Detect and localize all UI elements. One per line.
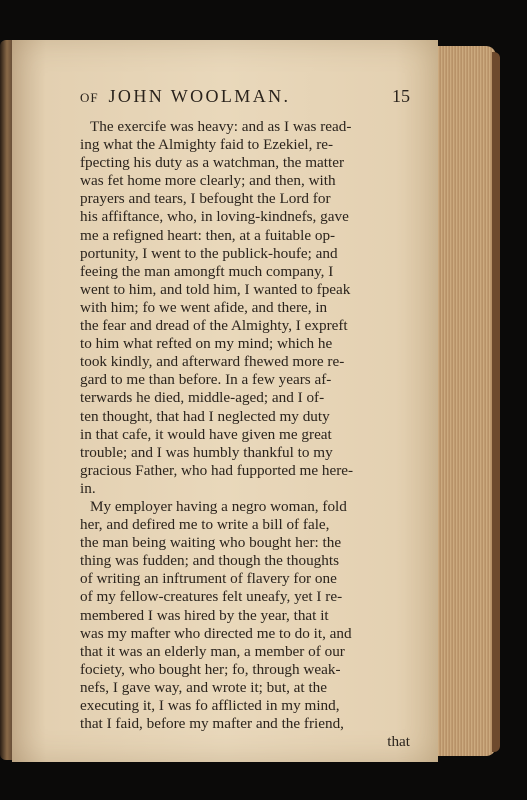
text-line: of writing an inftrument of flavery for one <box>80 570 337 588</box>
text-line: nefs, I gave way, and wrote it; but, at the <box>80 678 327 696</box>
text-line: of my fellow-creatures felt uneafy, yet I re- <box>80 588 343 606</box>
text-line: feeing the man amongft much company, I <box>80 262 334 280</box>
text-line: in. <box>80 479 96 497</box>
text-line: was fet home more clearly; and then, with <box>80 172 336 190</box>
text-line: gard to me than before. In a few years af- <box>80 371 332 389</box>
text-line: gracious Father, who had fupported me here- <box>80 461 354 479</box>
running-head-title: JOHN WOOLMAN. <box>108 86 291 106</box>
text-line: was my mafter who directed me to do it, and <box>80 624 352 642</box>
text-line: went to him, and told him, I wanted to fpeak <box>80 280 351 298</box>
text-line: to him what refted on my mind; which he <box>80 335 333 353</box>
text-line: fociety, who bought her; fo, through weak- <box>80 660 341 678</box>
text-line: her, and defired me to write a bill of fale, <box>80 516 330 534</box>
page-number: 15 <box>392 86 410 106</box>
text-line: terwards he died, middle-aged; and I of- <box>80 389 325 407</box>
body-text <box>80 118 410 751</box>
text-line: membered I was hired by the year, that it <box>80 606 329 624</box>
text-line: me a refigned heart: then, at a fuitable op- <box>80 226 336 244</box>
running-head-of: OF <box>80 90 99 105</box>
text-line: with him; fo we went afide, and there, in <box>80 298 328 316</box>
text-line: his affiftance, who, in loving-kindnefs, gave <box>80 208 349 226</box>
text-line: prayers and tears, I befought the Lord for <box>80 190 331 208</box>
page-block-edge <box>438 46 496 756</box>
text-line: My employer having a negro woman, fold <box>90 497 347 515</box>
text-line: the man being waiting who bought her: the <box>80 534 342 552</box>
text-line: in that cafe, it would have given me great <box>80 425 332 443</box>
text-line: thing was fudden; and though the thoughts <box>80 552 340 570</box>
text-line: took kindly, and afterward fhewed more re- <box>80 353 345 371</box>
text-line: trouble; and I was humbly thankful to my <box>80 443 333 461</box>
text-line: ing what the Almighty faid to Ezekiel, re- <box>80 136 334 154</box>
catchword: that <box>387 733 410 751</box>
text-line: that it was an elderly man, a member of our <box>80 642 345 660</box>
text-line: The exercife was heavy: and as I was read- <box>90 118 352 135</box>
text-line: that I faid, before my mafter and the friend, <box>80 715 344 733</box>
text-line: executing it, I was fo afflicted in my mind, <box>80 697 340 714</box>
text-line: portunity, I went to the publick-houfe; and <box>80 244 338 262</box>
text-line: the fear and dread of the Almighty, I expreft <box>80 317 348 335</box>
running-head <box>80 86 410 110</box>
book-cover-edge <box>492 52 500 752</box>
text-line: ten thought, that had I neglected my duty <box>80 407 330 425</box>
text-line: fpecting his duty as a watchman, the matter <box>80 154 345 172</box>
